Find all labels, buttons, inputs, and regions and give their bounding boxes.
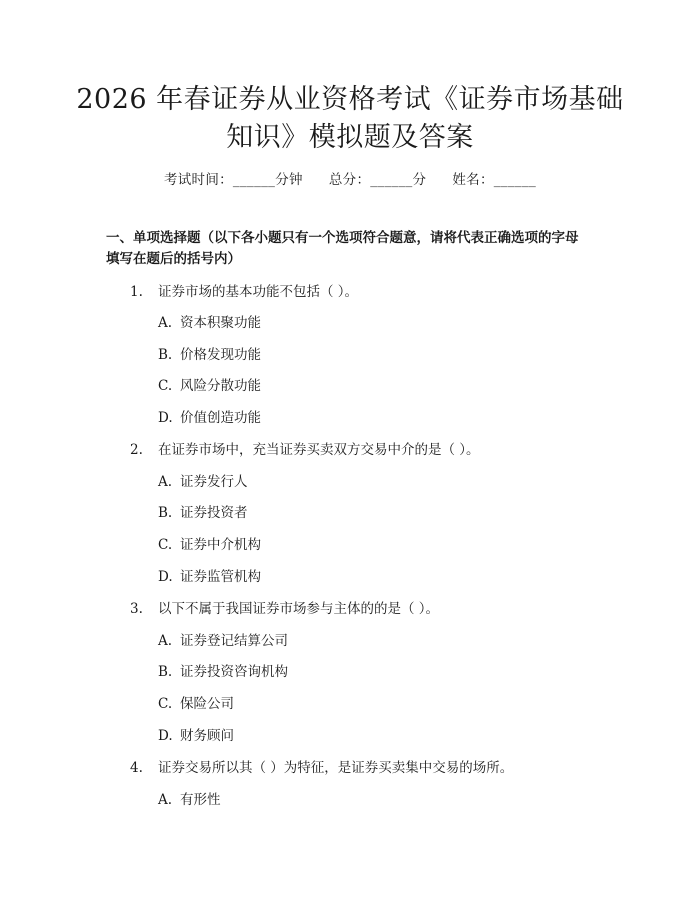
question-1-option-c [158,377,261,395]
option-text: 证券监管机构 [180,569,261,585]
question-number: 3. [130,601,143,617]
option-letter: A. [158,792,173,808]
total-score-field: 总分：______分 [328,172,427,188]
option-text: 资本积聚功能 [180,315,261,331]
question-2-option-b [158,504,248,522]
question-text: 以下不属于我国证券市场参与主体的的是（ ）。 [158,601,440,617]
option-text: 风险分散功能 [180,378,261,394]
question-text: 证券交易所以其（ ）为特征，是证券买卖集中交易的场所。 [158,760,514,776]
option-text: 价格发现功能 [180,347,261,363]
option-letter: D. [158,569,173,585]
question-2-option-a [158,473,248,491]
option-text: 证券发行人 [180,474,248,490]
question-3-option-b [158,663,288,681]
question-1-option-d [158,409,261,427]
option-text: 证券投资咨询机构 [180,664,288,680]
option-letter: B. [158,505,173,521]
option-text: 保险公司 [180,696,234,712]
option-letter: D. [158,728,173,744]
option-letter: B. [158,664,173,680]
question-1 [130,283,358,301]
option-letter: C. [158,378,173,394]
question-text: 在证券市场中，充当证券买卖双方交易中介的是（ ）。 [158,442,480,458]
title-line-2: 知识》模拟题及答案 [226,122,474,153]
title-line-1: 2026 年春证券从业资格考试《证券市场基础 [76,84,624,115]
option-text: 价值创造功能 [180,410,261,426]
option-text: 证券中介机构 [180,537,261,553]
question-4 [130,759,513,777]
question-number: 4. [130,760,143,776]
option-letter: C. [158,537,173,553]
question-3-option-a [158,632,288,650]
document-title [60,81,640,157]
option-text: 证券登记结算公司 [180,633,288,649]
option-letter: D. [158,410,173,426]
option-text: 证券投资者 [180,505,248,521]
question-3-option-c [158,695,234,713]
section-heading-single-choice [106,228,606,270]
exam-time-field: 考试时间：______分钟 [163,172,303,188]
question-1-option-a [158,314,261,332]
option-letter: C. [158,696,173,712]
question-number: 2. [130,442,143,458]
question-2-option-d [158,568,261,586]
question-2 [130,441,480,459]
question-text: 证券市场的基本功能不包括（ ）。 [158,284,359,300]
question-4-option-a [158,791,221,809]
exam-meta [0,168,700,188]
question-2-option-c [158,536,261,554]
option-letter: B. [158,347,173,363]
option-letter: A. [158,315,173,331]
option-letter: A. [158,633,173,649]
option-text: 有形性 [180,792,221,808]
student-name-field: 姓名：______ [452,172,537,188]
question-number: 1. [130,284,143,300]
question-1-option-b [158,346,261,364]
question-3-option-d [158,727,234,745]
option-text: 财务顾问 [180,728,234,744]
question-3 [130,600,439,618]
section-heading-line-1: 一、单项选择题（以下各小题只有一个选项符合题意，请将代表正确选项的字母 [106,230,579,246]
option-letter: A. [158,474,173,490]
section-heading-line-2: 填写在题后的括号内） [106,251,241,267]
